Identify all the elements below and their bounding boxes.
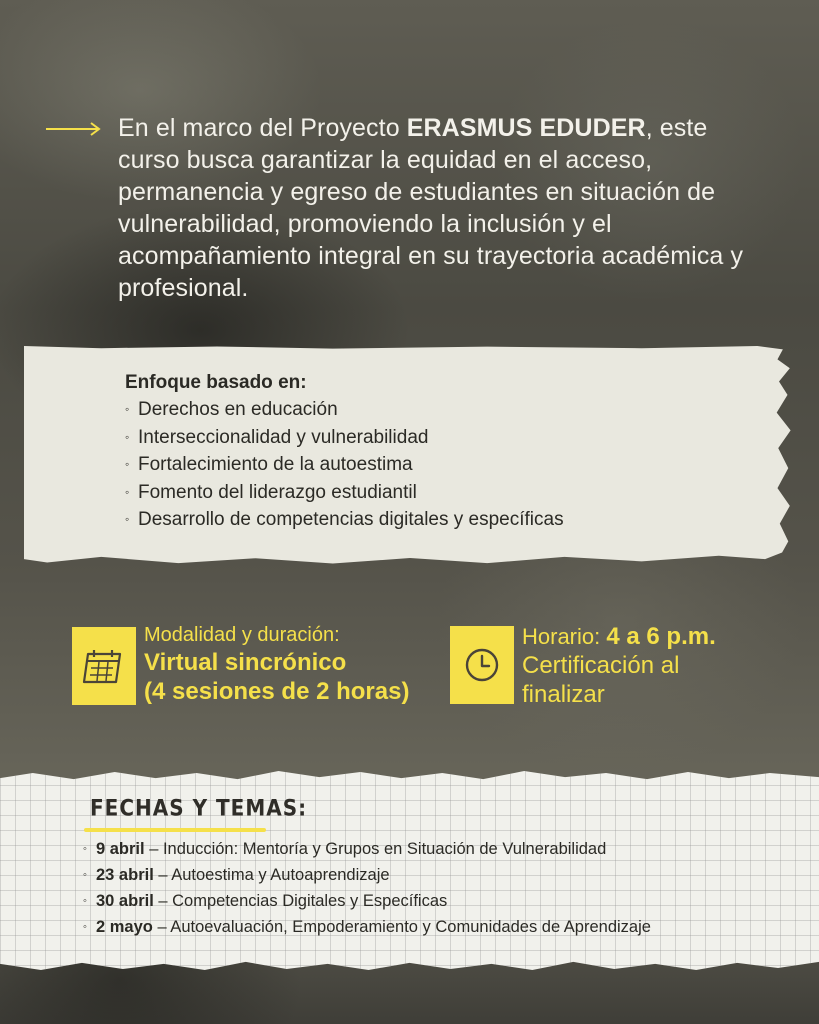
topic-label: – Competencias Digitales y Específicas xyxy=(153,892,448,910)
intro-paragraph xyxy=(118,112,768,304)
date-label: 2 mayo xyxy=(96,918,153,936)
enfoque-section xyxy=(125,370,564,534)
modalidad-value: Virtual sincrónico xyxy=(144,649,347,676)
fechas-title: FECHAS Y TEMAS: xyxy=(90,794,308,822)
intro-prefix: En el marco del Proyecto xyxy=(118,114,407,142)
list-item-text: Fortalecimiento de la autoestima xyxy=(138,454,413,475)
horario-info xyxy=(522,622,716,709)
list-item xyxy=(125,506,564,534)
list-item xyxy=(125,396,564,424)
date-label: 9 abril xyxy=(96,840,145,858)
calendar-icon-box xyxy=(72,627,136,705)
calendar-icon xyxy=(82,646,126,686)
horario-label: Horario: xyxy=(522,624,607,649)
arrow-right-icon xyxy=(46,120,102,138)
certificacion-line-2: finalizar xyxy=(522,681,605,708)
list-item xyxy=(83,862,651,888)
clock-icon xyxy=(460,643,504,687)
project-name: ERASMUS EDUDER xyxy=(406,114,646,142)
list-item-text: Interseccionalidad y vulnerabilidad xyxy=(138,426,429,448)
bullet-icon: ◦ xyxy=(125,457,130,471)
bullet-icon: ◦ xyxy=(125,402,130,416)
modalidad-detail: (4 sesiones de 2 horas) xyxy=(144,678,410,705)
fechas-list xyxy=(83,836,651,940)
bullet-icon: ◦ xyxy=(83,895,87,907)
certificacion-line-1: Certificación al xyxy=(522,652,680,679)
bullet-icon: ◦ xyxy=(83,843,87,855)
modalidad-label: Modalidad y duración: xyxy=(144,624,340,646)
list-item xyxy=(125,479,564,507)
bullet-icon: ◦ xyxy=(83,921,87,933)
title-underline xyxy=(84,828,266,832)
bullet-icon: ◦ xyxy=(83,869,87,881)
bullet-icon: ◦ xyxy=(125,484,130,499)
bullet-icon: ◦ xyxy=(125,429,130,444)
enfoque-list xyxy=(125,396,564,534)
list-item xyxy=(125,451,564,479)
topic-label: – Autoestima y Autoaprendizaje xyxy=(153,866,390,884)
list-item-text: Fomento del liderazgo estudiantil xyxy=(138,481,417,503)
modalidad-info xyxy=(144,622,409,706)
date-label: 30 abril xyxy=(96,892,154,910)
list-item xyxy=(125,424,564,452)
topic-label: – Autoevaluación, Empoderamiento y Comunidades de Aprendizaje xyxy=(152,918,651,936)
list-item xyxy=(83,888,651,914)
bullet-icon: ◦ xyxy=(125,512,130,526)
topic-label: – Inducción: Mentoría y Grupos en Situación de Vulnerabilidad xyxy=(144,840,607,858)
enfoque-title: Enfoque basado en: xyxy=(125,372,307,393)
horario-line xyxy=(522,622,716,651)
list-item xyxy=(83,836,651,862)
list-item xyxy=(83,914,651,940)
date-label: 23 abril xyxy=(96,866,154,884)
clock-icon-box xyxy=(450,626,514,704)
horario-time: 4 a 6 p.m. xyxy=(606,623,716,650)
list-item-text: Derechos en educación xyxy=(138,399,338,420)
intro-rest: , este curso busca garantizar la equidad en el acceso, permanencia y egreso de estudiantes en situación de vulnerabilidad, promoviendo la inclusión y el acompañamiento integral en su trayectoria académica y profesional. xyxy=(118,114,744,302)
list-item-text: Desarrollo de competencias digitales y específicas xyxy=(138,509,564,530)
